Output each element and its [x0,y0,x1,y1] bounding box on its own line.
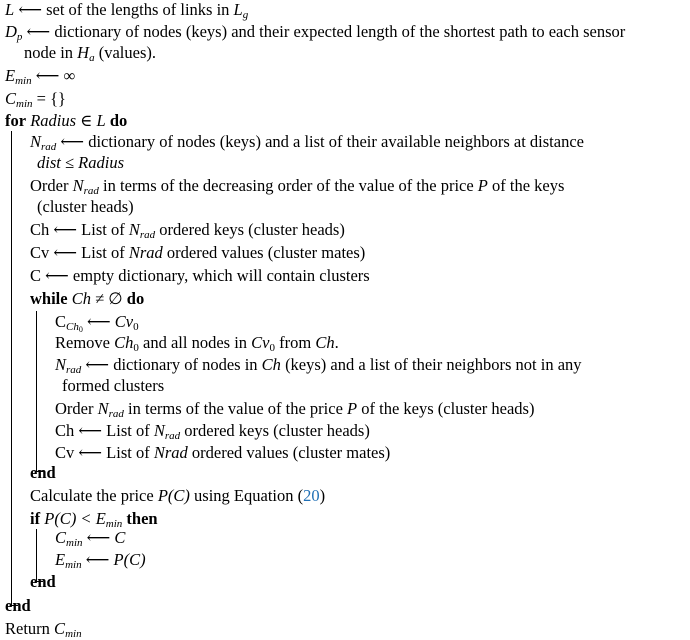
algo-line-9 [30,176,564,196]
var-Ch: Ch [114,333,134,352]
while-block-bar [36,311,37,471]
var-E: E [55,550,66,569]
var-E: E [95,509,106,528]
subscript: g [242,9,249,21]
var-C: C [55,528,67,547]
var-dist: dist [37,153,61,172]
line-text: formed clusters [62,376,165,395]
var-L: L [96,111,106,130]
algo-line-10 [37,197,134,217]
algo-line-19 [55,399,534,419]
line-text: Ch [55,421,75,440]
var-P: P [44,509,55,528]
neq-symbol: ≠ [95,289,105,308]
keyword-end: end [5,596,31,615]
line-text: using Equation ( [194,486,304,505]
algo-line-17 [55,355,582,375]
keyword-end: end [30,463,56,482]
line-text: Calculate the price [30,486,154,505]
var-Ch: Ch [261,355,281,374]
var-Ch: Ch [315,333,335,352]
var-L: L [233,0,243,19]
line-text: (C) < [54,509,92,528]
var-P: P [113,550,124,569]
algo-line-15 [55,312,139,332]
line-text: ordered keys (cluster heads) [159,220,345,239]
algo-line-13 [30,266,370,286]
var-P: P [157,486,168,505]
keyword-do: do [109,111,128,130]
algo-line-21 [55,443,390,463]
algo-line-29 [5,619,82,639]
var-N: N [128,220,140,239]
line-text: (cluster heads) [37,197,134,216]
algo-line-8 [37,153,124,173]
algo-line-5 [5,89,66,109]
line-text: in terms of the decreasing order of the value of the price [103,176,474,195]
algo-line-23 [30,486,325,506]
assign-arrow: ⟵ [78,443,103,462]
var-H: H [77,43,90,62]
algo-line-14 [30,289,144,309]
keyword-if: if [30,509,41,528]
var-Cv: Cv [114,312,134,331]
line-text: List of [106,443,150,462]
var-L: L [5,0,15,19]
line-text: List of [81,243,125,262]
algo-line-11 [30,220,345,240]
assign-arrow: ⟵ [53,243,78,262]
algo-line-1 [5,0,248,20]
line-text: dictionary of nodes (keys) and a list of their available neighbors at distance [88,132,584,151]
assign-arrow: ⟵ [86,528,111,547]
var-N: N [153,421,165,440]
assign-arrow: ⟵ [35,66,60,85]
infinity-symbol: ∞ [63,66,76,85]
line-text: Remove [55,333,110,352]
subscript: min [65,628,82,640]
keyword-while: while [30,289,68,308]
line-text: ordered keys (cluster heads) [184,421,370,440]
algo-line-16 [55,333,339,353]
var-radius: Radius [30,111,77,130]
line-text: Ch [30,220,50,239]
assign-arrow: ⟵ [53,220,78,239]
var-P: P [477,176,488,195]
line-text: set of the lengths of links in [46,0,230,19]
var-Cv: Cv [251,333,270,352]
line-text: = {} [36,89,66,108]
var-C: C [54,619,66,638]
equation-reference-link[interactable]: 20 [303,486,320,505]
var-D: D [5,22,17,41]
var-N: N [30,132,42,151]
empty-set-symbol: ∅ [108,289,123,308]
algo-line-3 [24,43,156,63]
subscript: min [15,75,32,87]
line-text: . [334,333,339,352]
var-E: E [5,66,16,85]
line-text: empty dictionary, which will contain clusters [72,266,370,285]
var-Ch: Ch [71,289,91,308]
algo-line-27 [30,572,56,592]
assign-arrow: ⟵ [18,0,42,19]
subscript: rad [164,430,181,442]
assign-arrow: ⟵ [45,266,69,285]
algo-line-4 [5,66,75,86]
var-Nrad: Nrad [128,243,163,262]
var-C: C [114,528,126,547]
var-N: N [55,355,67,374]
subscript: rad [108,408,124,420]
subscript: 0 [133,342,139,354]
subscript: min [65,559,82,571]
var-radius: Radius [78,153,124,172]
subscript: rad [139,229,156,241]
line-text: ) [319,486,326,505]
line-text: of the keys (cluster heads) [361,399,535,418]
algo-line-7 [30,132,584,152]
sub-subscript: 0 [78,325,83,334]
subscript: min [105,518,123,530]
line-text: Order [55,399,94,418]
line-text: node in [24,43,74,62]
line-text: and all nodes in [143,333,248,352]
subscript: Ch [66,321,79,333]
subscript: min [66,537,83,549]
line-text: Cv [30,243,50,262]
assign-arrow: ⟵ [26,22,51,41]
assign-arrow: ⟵ [60,132,85,151]
line-text: C [30,266,42,285]
algo-line-18 [62,376,164,396]
line-text: of the keys [492,176,565,195]
assign-arrow: ⟵ [85,355,110,374]
line-text: ordered values (cluster mates) [191,443,391,462]
assign-arrow: ⟵ [85,550,110,569]
assign-arrow: ⟵ [86,312,111,331]
algo-line-6 [5,111,127,131]
keyword-end: end [30,572,56,591]
var-C: C [5,89,17,108]
algo-line-12 [30,243,365,263]
line-text: (C) [167,486,190,505]
assign-arrow: ⟵ [78,421,103,440]
keyword-then: then [126,509,158,528]
line-text: dictionary of nodes (keys) and their expected length of the shortest path to each sensor [54,22,626,41]
for-block-bar [11,131,12,605]
algo-line-2 [5,22,625,42]
line-text: in terms of the value of the price [128,399,343,418]
line-text: Cv [55,443,75,462]
line-text: C [55,312,67,331]
subscript: rad [66,364,82,376]
var-N: N [72,176,84,195]
line-text: (C) [123,550,146,569]
algo-line-25 [55,528,125,548]
keyword-for: for [5,111,27,130]
line-text: Return [5,619,50,638]
keyword-do: do [126,289,145,308]
line-text: List of [81,220,125,239]
subscript: 0 [133,321,139,333]
line-text: (values). [98,43,156,62]
subscript: p [16,31,23,43]
algo-line-24 [30,509,158,529]
subscript: rad [83,185,99,197]
line-text: dictionary of nodes in [113,355,258,374]
leq-symbol: ≤ [64,153,75,172]
element-of-symbol: ∈ [80,111,93,130]
var-Nrad: Nrad [153,443,188,462]
subscript: rad [41,141,57,153]
algo-line-28 [5,596,31,616]
algo-line-26 [55,550,146,570]
line-text: Order [30,176,69,195]
line-text: (keys) and a list of their neighbors not in any [285,355,582,374]
line-text: ordered values (cluster mates) [166,243,366,262]
subscript: min [16,98,33,110]
subscript: 0 [269,342,276,354]
algo-line-22 [30,463,56,483]
line-text: List of [106,421,150,440]
line-text: from [279,333,312,352]
var-N: N [97,399,109,418]
var-P: P [347,399,358,418]
subscript: a [89,52,95,64]
algo-line-20 [55,421,370,441]
